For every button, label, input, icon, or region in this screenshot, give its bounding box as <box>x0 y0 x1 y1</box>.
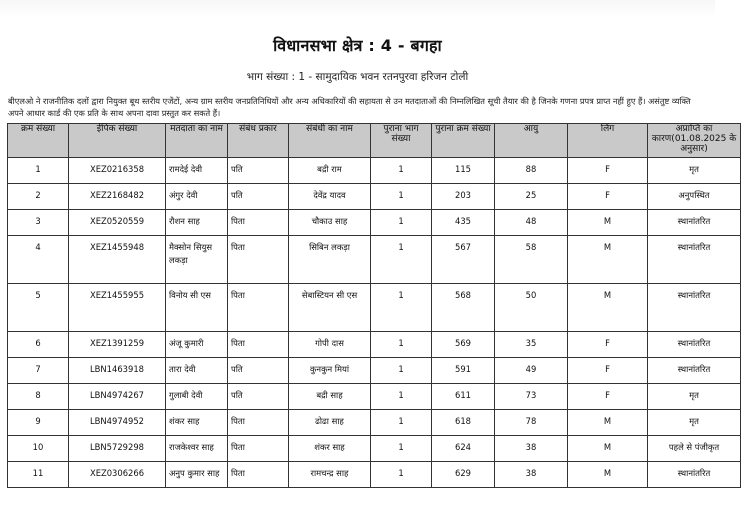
cell-old-serial: 618 <box>432 410 495 436</box>
cell-relation-type: पिता <box>228 332 289 358</box>
col-header-gender: लिंग <box>568 124 648 158</box>
cell-old-part: 1 <box>371 436 432 462</box>
cell-reason: स्थानांतरित <box>648 358 741 384</box>
cell-relative-name: सेबास्टियन सी एस <box>289 284 371 332</box>
cell-serial: 10 <box>8 436 69 462</box>
cell-gender: M <box>568 410 648 436</box>
cell-epic: XEZ1455955 <box>69 284 166 332</box>
cell-old-part: 1 <box>371 332 432 358</box>
table-row <box>8 158 741 184</box>
cell-epic: XEZ0216358 <box>69 158 166 184</box>
cell-epic: LBN4974952 <box>69 410 166 436</box>
cell-gender: M <box>568 210 648 236</box>
cell-age: 38 <box>495 436 568 462</box>
table-row <box>8 236 741 284</box>
table-row <box>8 358 741 384</box>
cell-relative-name: देवेंद्र यादव <box>289 184 371 210</box>
cell-age: 35 <box>495 332 568 358</box>
cell-epic: XEZ0520559 <box>69 210 166 236</box>
cell-reason: पहले से पंजीकृत <box>648 436 741 462</box>
cell-serial: 7 <box>8 358 69 384</box>
cell-age: 78 <box>495 410 568 436</box>
cell-reason: मृत <box>648 384 741 410</box>
cell-old-part: 1 <box>371 158 432 184</box>
intro-paragraph: बीएलओ ने राजनीतिक दलों द्वारा नियुक्त बूथ स्तरीय एजेंटों, अन्य ग्राम स्तरीय जनप्रतिनिधियों और अन्य अधिकारियों की सहायता से उन मतदाताओं की निम्नलिखित सूची तैयार की है जिनके गणना प्रपत्र प्राप्त नहीं हुए हैं। असंतुष्ट व्यक्ति अपने आधार कार्ड की एक प्रति के साथ अपना दावा प्रस्तुत कर सकते हैं। <box>8 96 691 118</box>
cell-old-part: 1 <box>371 236 432 284</box>
cell-epic: LBN5729298 <box>69 436 166 462</box>
cell-old-serial: 435 <box>432 210 495 236</box>
cell-gender: M <box>568 462 648 488</box>
cell-relative-name: कुनकुन मियां <box>289 358 371 384</box>
cell-old-serial: 591 <box>432 358 495 384</box>
cell-old-serial: 568 <box>432 284 495 332</box>
cell-age: 38 <box>495 462 568 488</box>
cell-old-part: 1 <box>371 410 432 436</box>
cell-reason: मृत <box>648 410 741 436</box>
part-subtitle: भाग संख्या : 1 - सामुदायिक भवन रतनपुरवा हरिजन टोली <box>246 71 469 83</box>
table-header-row <box>8 124 741 158</box>
page-title: विधानसभा क्षेत्र : 4 - बगहा <box>273 36 442 55</box>
cell-age: 25 <box>495 184 568 210</box>
cell-reason: स्थानांतरित <box>648 236 741 284</box>
col-header-relative-name: संबंधी का नाम <box>289 124 371 158</box>
cell-relative-name: बद्री साह <box>289 384 371 410</box>
cell-voter-name: रौशन साह <box>166 210 228 236</box>
cell-relation-type: पिता <box>228 410 289 436</box>
cell-age: 58 <box>495 236 568 284</box>
voter-table <box>7 123 741 488</box>
cell-old-part: 1 <box>371 358 432 384</box>
cell-serial: 6 <box>8 332 69 358</box>
cell-old-serial: 624 <box>432 436 495 462</box>
cell-gender: F <box>568 384 648 410</box>
cell-relation-type: पिता <box>228 436 289 462</box>
cell-serial: 1 <box>8 158 69 184</box>
cell-relation-type: पिता <box>228 210 289 236</box>
col-header-old-serial: पुराना क्रम संख्या <box>432 124 495 158</box>
cell-epic: XEZ0306266 <box>69 462 166 488</box>
cell-relative-name: चौकाउ साह <box>289 210 371 236</box>
cell-relative-name: ढोढा साह <box>289 410 371 436</box>
cell-old-part: 1 <box>371 462 432 488</box>
cell-serial: 4 <box>8 236 69 284</box>
cell-old-serial: 629 <box>432 462 495 488</box>
cell-old-part: 1 <box>371 184 432 210</box>
cell-reason: स्थानांतरित <box>648 462 741 488</box>
cell-reason: स्थानांतरित <box>648 332 741 358</box>
cell-age: 73 <box>495 384 568 410</box>
cell-relation-type: पिता <box>228 236 289 284</box>
cell-serial: 9 <box>8 410 69 436</box>
cell-gender: F <box>568 184 648 210</box>
cell-relation-type: पिता <box>228 462 289 488</box>
cell-gender: F <box>568 358 648 384</box>
cell-epic: LBN1463918 <box>69 358 166 384</box>
cell-age: 48 <box>495 210 568 236</box>
cell-voter-name: गुलाबी देवी <box>166 384 228 410</box>
cell-old-serial: 611 <box>432 384 495 410</box>
table-row <box>8 332 741 358</box>
cell-voter-name: राजकेश्वर साह <box>166 436 228 462</box>
cell-voter-name: विनोय सी एस <box>166 284 228 332</box>
cell-reason: स्थानांतरित <box>648 210 741 236</box>
cell-old-serial: 567 <box>432 236 495 284</box>
cell-gender: F <box>568 158 648 184</box>
cell-gender: M <box>568 284 648 332</box>
cell-reason: अनुपस्थित <box>648 184 741 210</box>
col-header-reason: अप्राप्ति का कारण(01.08.2025 के अनुसार) <box>648 124 741 158</box>
cell-relative-name: बद्री राम <box>289 158 371 184</box>
table-row <box>8 184 741 210</box>
col-header-serial: क्रम संख्या <box>8 124 69 158</box>
cell-voter-name: मैक्सोन सियुस लकड़ा <box>166 236 228 284</box>
cell-voter-name: रामदेई देवी <box>166 158 228 184</box>
col-header-voter-name: मतदाता का नाम <box>166 124 228 158</box>
cell-voter-name: शंकर साह <box>166 410 228 436</box>
cell-relative-name: सिबिन लकड़ा <box>289 236 371 284</box>
table-row <box>8 384 741 410</box>
cell-relation-type: पति <box>228 358 289 384</box>
cell-serial: 2 <box>8 184 69 210</box>
cell-relation-type: पिता <box>228 284 289 332</box>
col-header-old-part: पुराना भाग संख्या <box>371 124 432 158</box>
cell-voter-name: अंगुर देवी <box>166 184 228 210</box>
cell-old-serial: 115 <box>432 158 495 184</box>
cell-epic: XEZ2168482 <box>69 184 166 210</box>
cell-gender: M <box>568 436 648 462</box>
cell-age: 50 <box>495 284 568 332</box>
cell-epic: XEZ1391259 <box>69 332 166 358</box>
cell-relation-type: पति <box>228 184 289 210</box>
cell-epic: LBN4974267 <box>69 384 166 410</box>
cell-relation-type: पति <box>228 384 289 410</box>
cell-voter-name: तारा देवी <box>166 358 228 384</box>
cell-relation-type: पति <box>228 158 289 184</box>
cell-serial: 3 <box>8 210 69 236</box>
table-row <box>8 410 741 436</box>
cell-voter-name: अनुप कुमार साह <box>166 462 228 488</box>
table-row <box>8 210 741 236</box>
cell-serial: 11 <box>8 462 69 488</box>
table-row <box>8 462 741 488</box>
cell-age: 49 <box>495 358 568 384</box>
cell-serial: 8 <box>8 384 69 410</box>
cell-epic: XEZ1455948 <box>69 236 166 284</box>
cell-old-serial: 203 <box>432 184 495 210</box>
cell-old-part: 1 <box>371 384 432 410</box>
cell-old-part: 1 <box>371 284 432 332</box>
cell-relative-name: गोपी दास <box>289 332 371 358</box>
cell-relative-name: शंकर साह <box>289 436 371 462</box>
cell-voter-name: अंजू कुमारी <box>166 332 228 358</box>
cell-relative-name: रामचन्द्र साह <box>289 462 371 488</box>
cell-reason: स्थानांतरित <box>648 284 741 332</box>
cell-serial: 5 <box>8 284 69 332</box>
cell-old-serial: 569 <box>432 332 495 358</box>
col-header-epic: ईपिक संख्या <box>69 124 166 158</box>
table-row <box>8 436 741 462</box>
cell-gender: F <box>568 332 648 358</box>
cell-gender: M <box>568 236 648 284</box>
table-row <box>8 284 741 332</box>
col-header-relation-type: संबंध प्रकार <box>228 124 289 158</box>
cell-age: 88 <box>495 158 568 184</box>
cell-old-part: 1 <box>371 210 432 236</box>
col-header-age: आयु <box>495 124 568 158</box>
cell-reason: मृत <box>648 158 741 184</box>
